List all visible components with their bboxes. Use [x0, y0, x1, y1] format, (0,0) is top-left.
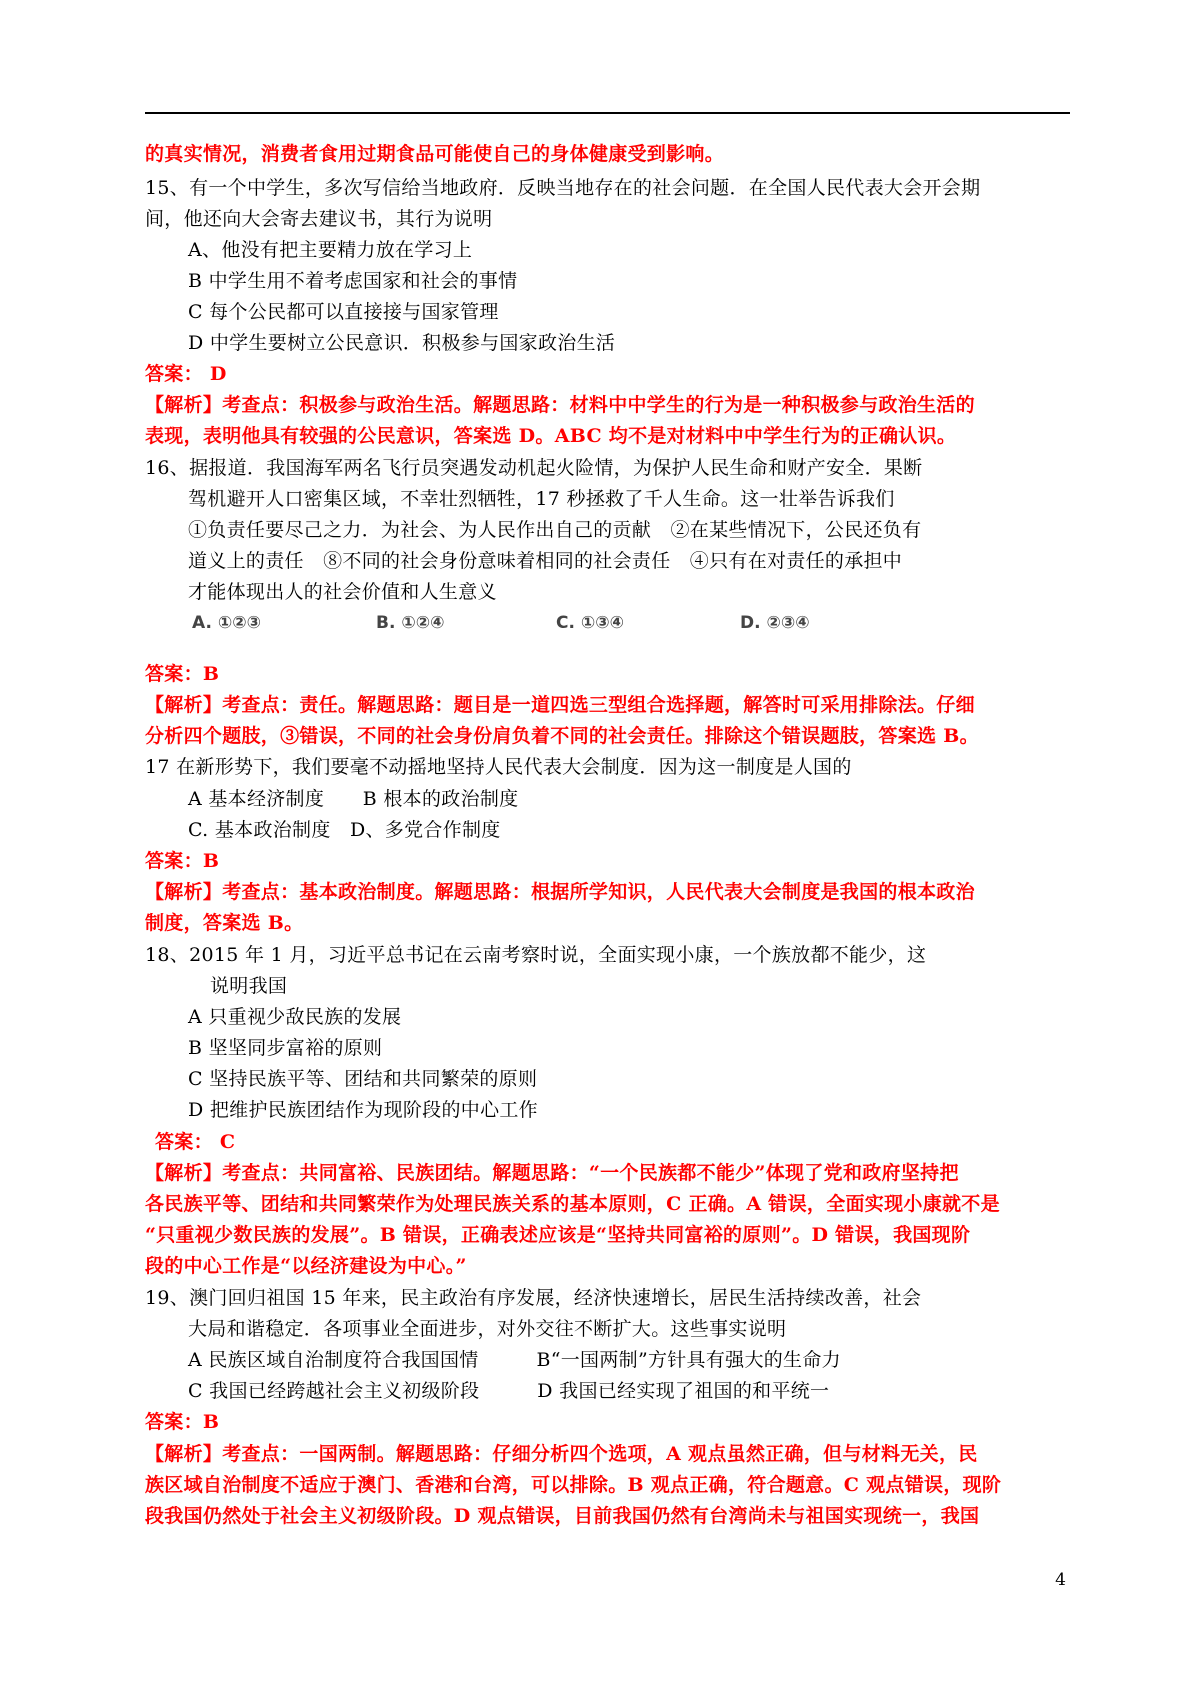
text-line: 17 在新形势下，我们要毫不动摇地坚持人民代表大会制度．因为这一制度是人国的 [145, 756, 852, 778]
text-line: 15、有一个中学生，多次写信给当地政府．反映当地存在的社会问题．在全国人民代表大会开会期 [145, 177, 981, 199]
text-line: 【解析】考查点：一国两制。解题思路：仔细分析四个选项，A 观点虽然正确，但与材料无关，民 [145, 1443, 978, 1465]
text-line: 【解析】考查点：积极参与政治生活。解题思路：材料中中学生的行为是一种积极参与政治生活的 [145, 394, 975, 416]
text-line: 答案：B [145, 663, 220, 685]
text-line: A 只重视少敌民族的发展 [188, 1006, 402, 1028]
text-line: D 把维护民族团结作为现阶段的中心工作 [188, 1099, 538, 1121]
text-line: 【解析】考查点：基本政治制度。解题思路：根据所学知识，人民代表大会制度是我国的根本政治 [145, 881, 975, 903]
text-line: 族区域自治制度不适应于澳门、香港和台湾，可以排除。B 观点正确，符合题意。C 观点错误，现阶 [145, 1474, 1002, 1496]
text-line: 各民族平等、团结和共同繁荣作为处理民族关系的基本原则，C 正确。A 错误，全面实现小康就不是 [145, 1193, 1000, 1215]
text-line: 【解析】考查点：责任。解题思路：题目是一道四选三型组合选择题，解答时可采用排除法。仔细 [145, 694, 975, 716]
q16-option-b: B. ①②④ [376, 613, 445, 633]
text-line: 18、2015 年 1 月，习近平总书记在云南考察时说，全面实现小康，一个族放都不能少，这 [145, 944, 927, 966]
q16-option-d: D. ②③④ [740, 613, 810, 633]
text-line: 段的中心工作是“以经济建设为中心。” [145, 1255, 467, 1277]
text-line: 间，他还向大会寄去建议书，其行为说明 [145, 208, 493, 230]
header-rule [145, 112, 1070, 114]
text-line: 说明我国 [210, 975, 288, 997]
text-line: 大局和谐稳定．各项事业全面进步，对外交往不断扩大。这些事实说明 [188, 1318, 787, 1340]
text-line: D 中学生要树立公民意识．积极参与国家政治生活 [188, 332, 616, 354]
text-line: C. 基本政治制度 D、多党合作制度 [188, 819, 501, 841]
text-line: 答案： C [155, 1131, 236, 1153]
page-number: 4 [1055, 1570, 1066, 1590]
text-line: 答案： D [145, 363, 227, 385]
text-line: “只重视少数民族的发展”。B 错误，正确表述应该是“坚持共同富裕的原则”。D 错误，我国现阶 [145, 1224, 971, 1246]
text-line: 驾机避开人口密集区域，不幸壮烈牺牲，17 秒拯救了千人生命。这一壮举告诉我们 [188, 488, 895, 510]
text-line: 的真实情况，消费者食用过期食品可能使自己的身体健康受到影响。 [145, 143, 725, 165]
text-line: 答案：B [145, 1411, 220, 1433]
text-line: A 基本经济制度 B 根本的政治制度 [188, 788, 519, 810]
text-line: B 中学生用不着考虑国家和社会的事情 [188, 270, 518, 292]
text-line: C 每个公民都可以直接接与国家管理 [188, 301, 499, 323]
text-line: C 我国已经跨越社会主义初级阶段 D 我国已经实现了祖国的和平统一 [188, 1380, 830, 1402]
text-line: 表现，表明他具有较强的公民意识，答案选 D。ABC 均不是对材料中中学生行为的正确认识。 [145, 425, 957, 447]
text-line: 19、澳门回归祖国 15 年来，民主政治有序发展，经济快速增长，居民生活持续改善，社会 [145, 1287, 922, 1309]
text-line: 段我国仍然处于社会主义初级阶段。D 观点错误，目前我国仍然有台湾尚未与祖国实现统一，我国 [145, 1505, 980, 1527]
text-line: B 坚坚同步富裕的原则 [188, 1037, 383, 1059]
text-line: A 民族区域自治制度符合我国国情 B“一国两制”方针具有强大的生命力 [188, 1349, 841, 1371]
text-line: ①负责任要尽己之力．为社会、为人民作出自己的贡献 ②在某些情况下，公民还负有 [188, 519, 922, 541]
text-line: 制度，答案选 B。 [145, 912, 304, 934]
text-line: 答案：B [145, 850, 220, 872]
text-line: 才能体现出人的社会价值和人生意义 [188, 581, 497, 603]
text-line: 【解析】考查点：共同富裕、民族团结。解题思路：“一个民族都不能少”体现了党和政府坚持把 [145, 1162, 959, 1184]
q16-option-a: A. ①②③ [192, 613, 262, 633]
text-line: 道义上的责任 ⑧不同的社会身份意味着相同的社会责任 ④只有在对责任的承担中 [188, 550, 903, 572]
text-line: 分析四个题肢，③错误，不同的社会身份肩负着不同的社会责任。排除这个错误题肢，答案选 B。 [145, 725, 979, 747]
text-line: C 坚持民族平等、团结和共同繁荣的原则 [188, 1068, 538, 1090]
q16-option-c: C. ①③④ [556, 613, 625, 633]
text-line: 16、据报道．我国海军两名飞行员突遇发动机起火险情，为保护人民生命和财产安全．果断 [145, 457, 923, 479]
text-line: A、他没有把主要精力放在学习上 [188, 239, 473, 261]
